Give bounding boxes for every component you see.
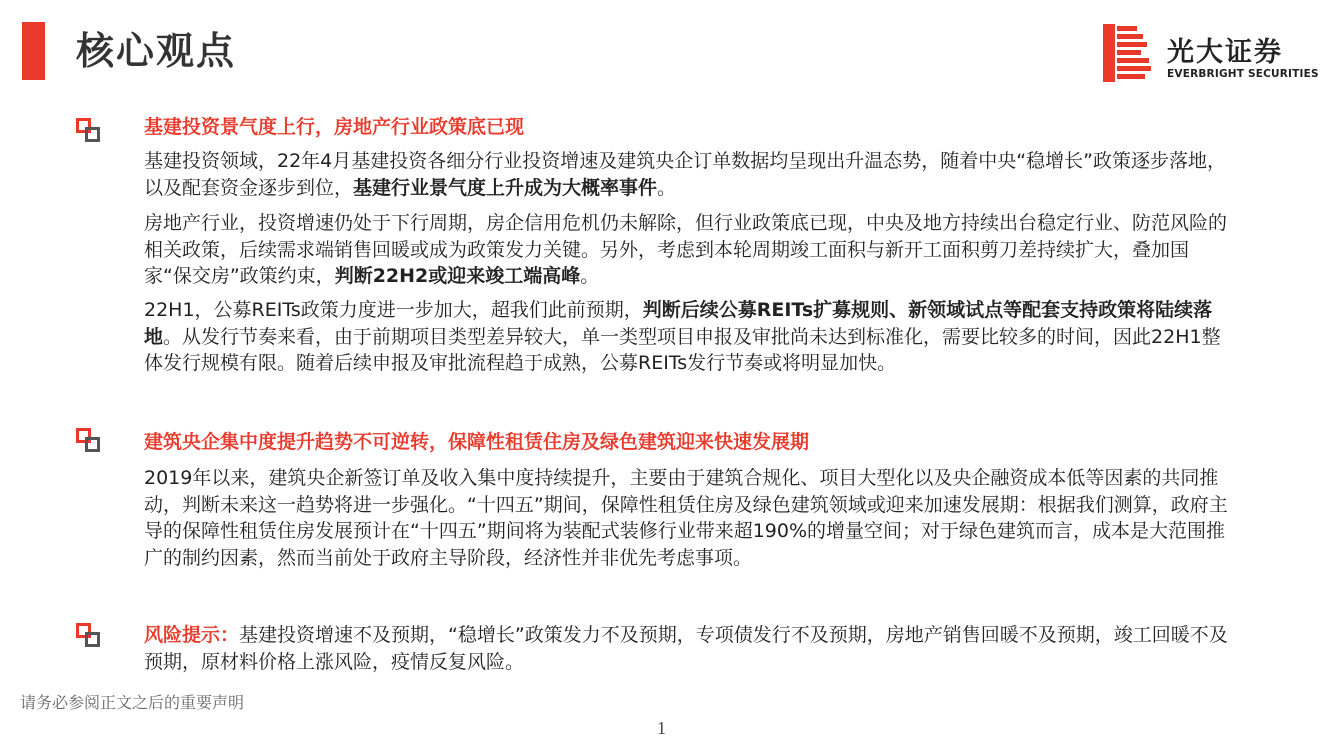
section-bullet-icon xyxy=(76,428,104,456)
page-title: 核心观点 xyxy=(76,29,237,73)
highlight-text: 判断后续公募REITs扩募规则、新领域试点等配套支持政策将陆续落地 xyxy=(144,299,1213,348)
paragraph: 基建投资领域，22年4月基建投资各细分行业投资增速及建筑央企订单数据均呈现出升温态势，随着中央“稳增长”政策逐步落地，以及配套资金逐步到位，基建行业景气度上升成为大概率事件。 xyxy=(144,150,1226,199)
risk-paragraph: 风险提示：基建投资增速不及预期，“稳增长”政策发力不及预期，专项债发行不及预期，房地产销售回暖不及预期，竣工回暖不及预期，原材料价格上涨风险，疫情反复风险。 xyxy=(144,624,1228,673)
title-accent-bar xyxy=(22,22,45,80)
paragraph: 2019年以来，建筑央企新签订单及收入集中度持续提升，主要由于建筑合规化、项目大型化以及央企融资成本低等因素的共同推动，判断未来这一趋势将进一步强化。“十四五”期间，保障性租赁住房及绿色建筑领域或迎来加速发展期：根据我们测算，政府主导的保障性租赁住房发展预计在“十四五”期间将为装配式装修行业带来超190%的增量空间；对于绿色建筑而言，成本是大范围推广的制约因素，然而当前处于政府主导阶段，经济性并非优先考虑事项。 xyxy=(144,467,1228,569)
section-heading: 基建投资景气度上行，房地产行业政策底已现 xyxy=(144,116,525,138)
risk-label: 风险提示： xyxy=(144,624,240,646)
everbright-logo-icon xyxy=(1103,24,1151,82)
highlight-text: 基建行业景气度上升成为大概率事件 xyxy=(353,176,658,199)
disclaimer-note: 请务必参阅正文之后的重要声明 xyxy=(20,693,245,712)
paragraph: 房地产行业，投资增速仍处于下行周期，房企信用危机仍未解除，但行业政策底已现，中央及地方持续出台稳定行业、防范风险的相关政策，后续需求端销售回暖或成为政策发力关键。另外，考虑到本轮周期竣工面积与新开工面积剪刀差持续扩大，叠加国家“保交房”政策约束，判断22H2或迎来竣工端高峰。 xyxy=(144,212,1228,287)
logo-chinese-name: 光大证券 xyxy=(1167,37,1283,68)
section-heading: 建筑央企集中度提升趋势不可逆转，保障性租赁住房及绿色建筑迎来快速发展期 xyxy=(144,431,810,453)
paragraph: 22H1，公募REITs政策力度进一步加大，超我们此前预期，判断后续公募REITs扩募规则、新领域试点等配套支持政策将陆续落地。从发行节奏来看，由于前期项目类型差异较大，单一类型项目申报及审批尚未达到标准化，需要比较多的时间，因此22H1整体发行规模有限。随着后续申报及审批流程趋于成熟，公募REITs发行节奏或将明显加快。 xyxy=(144,299,1221,374)
logo-english-name: EVERBRIGHT SECURITIES xyxy=(1167,68,1319,80)
section-bullet-icon xyxy=(76,623,104,651)
brand-logo xyxy=(1103,24,1318,84)
section-bullet-icon xyxy=(76,118,104,146)
highlight-text: 判断22H2或迎来竣工端高峰 xyxy=(334,265,581,287)
page-number: 1 xyxy=(657,718,666,738)
